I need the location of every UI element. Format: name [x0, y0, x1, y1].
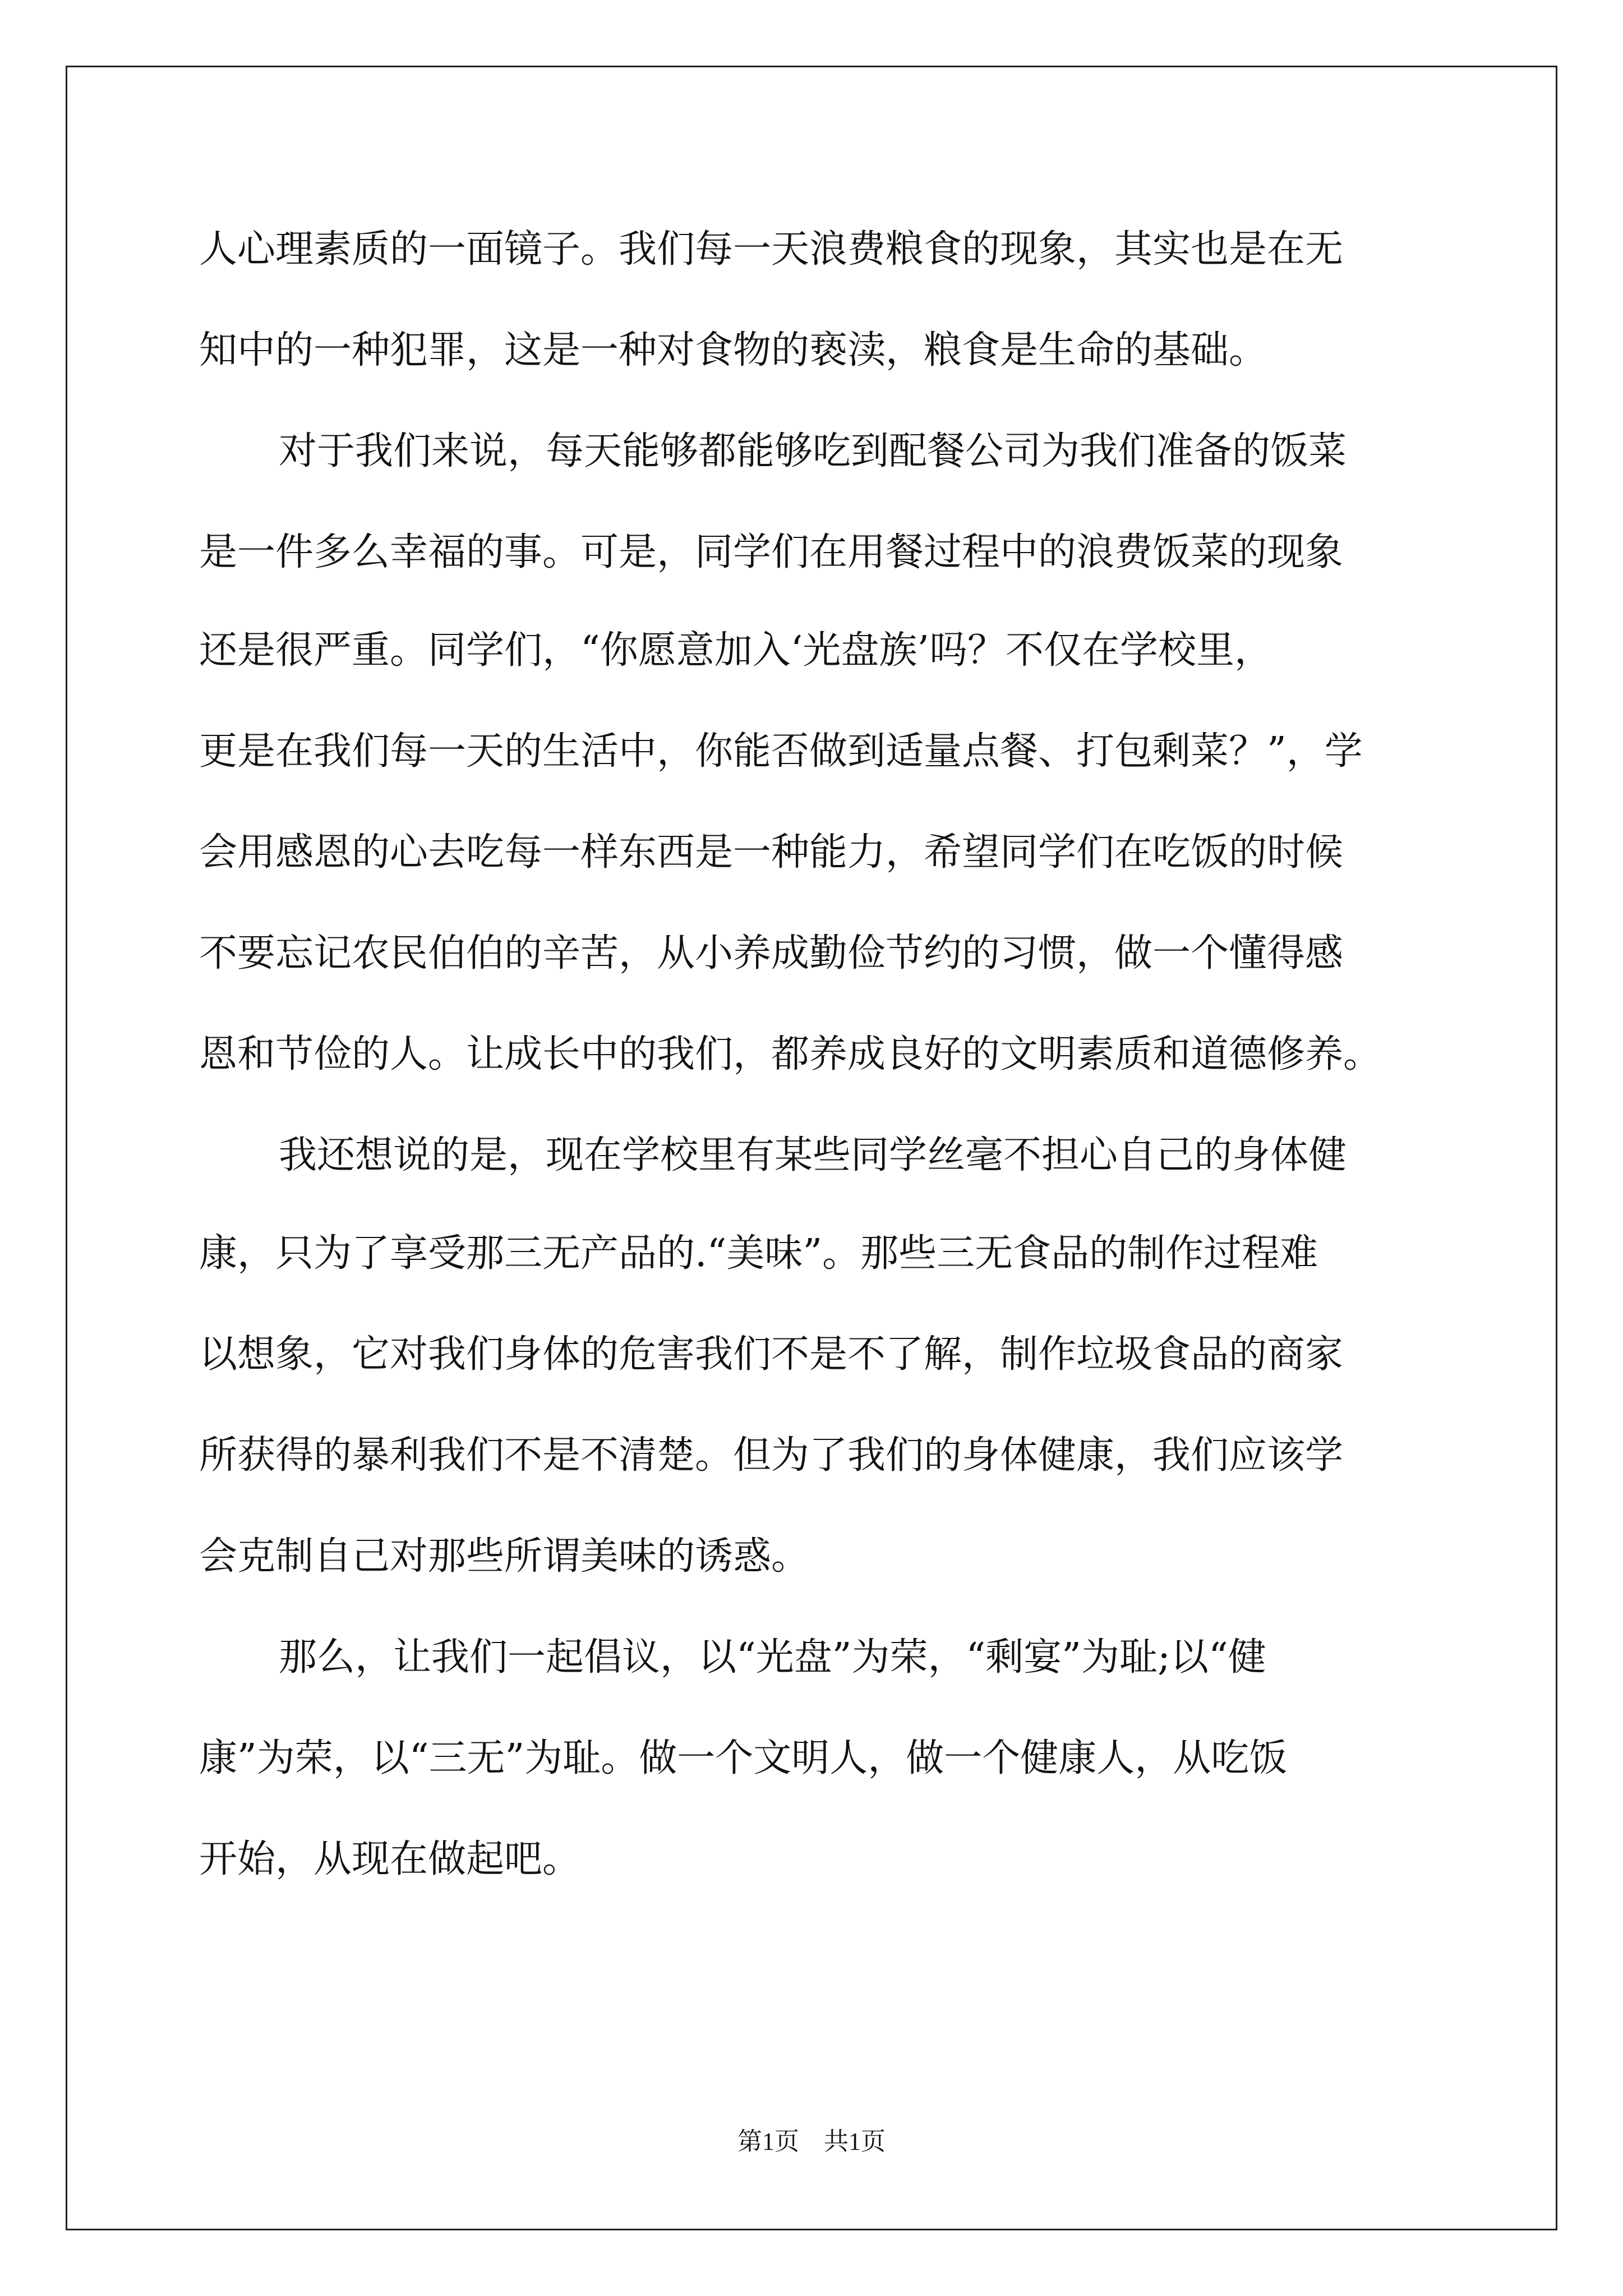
text-line: 还是很严重。同学们，“你愿意加入‘光盘族’吗？不仅在学校里， — [199, 628, 1272, 673]
text-line: 更是在我们每一天的生活中，你能否做到适量点餐、打包剩菜？”，学 — [199, 729, 1363, 774]
text-line: 对于我们来说，每天能够都能够吃到配餐公司为我们准备的饭菜 — [279, 429, 1347, 473]
page-number-footer: 第1页 共1页 — [737, 2128, 886, 2155]
text-line: 以想象，它对我们身体的危害我们不是不了解，制作垃圾食品的商家 — [199, 1332, 1344, 1377]
text-line: 所获得的暴利我们不是不清楚。但为了我们的身体健康，我们应该学 — [199, 1433, 1344, 1478]
text-line: 人心理素质的一面镜子。我们每一天浪费粮食的现象，其实也是在无 — [199, 227, 1344, 272]
text-line: 不要忘记农民伯伯的辛苦，从小养成勤俭节约的习惯，做一个懂得感 — [199, 931, 1344, 976]
text-line: 会克制自己对那些所谓美味的诱惑。 — [199, 1534, 810, 1579]
text-line: 知中的一种犯罪，这是一种对食物的亵渎，粮食是生命的基础。 — [199, 328, 1267, 372]
text-line: 恩和节俭的人。让成长中的我们，都养成良好的文明素质和道德修养。 — [199, 1032, 1382, 1076]
text-line: 是一件多么幸福的事。可是，同学们在用餐过程中的浪费饭菜的现象 — [199, 530, 1344, 574]
text-line: 我还想说的是，现在学校里有某些同学丝毫不担心自己的身体健 — [279, 1133, 1347, 1177]
text-line: 康”为荣，以“三无”为耻。做一个文明人，做一个健康人，从吃饭 — [199, 1736, 1288, 1780]
text-line: 会用感恩的心去吃每一样东西是一种能力，希望同学们在吃饭的时候 — [199, 830, 1344, 875]
text-line: 开始，从现在做起吧。 — [199, 1837, 581, 1881]
text-line: 那么，让我们一起倡议，以“光盘”为荣，“剩宴”为耻;以“健 — [279, 1635, 1266, 1680]
text-line: 康，只为了享受那三无产品的.“美味”。那些三无食品的制作过程难 — [199, 1231, 1318, 1276]
